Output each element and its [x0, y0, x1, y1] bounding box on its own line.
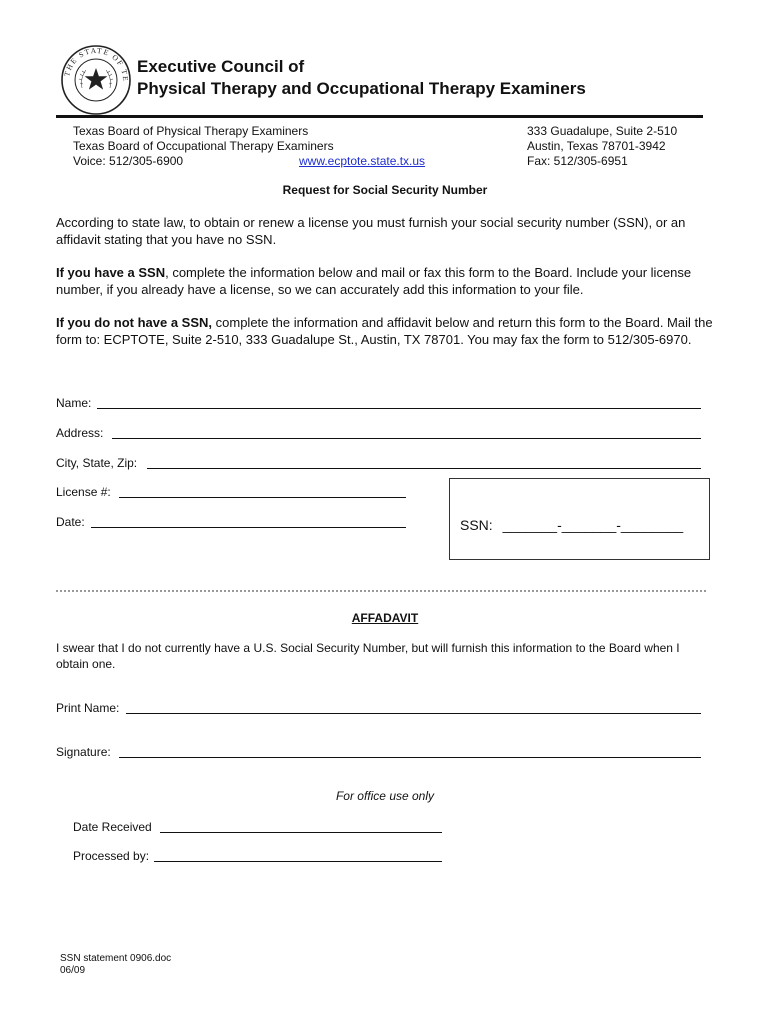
no-ssn-paragraph	[56, 314, 716, 348]
date-label: Date:	[56, 515, 85, 529]
have-ssn-heading: If you have a SSN	[56, 265, 166, 280]
texas-seal-logo	[60, 44, 132, 116]
processed-by-label: Processed by:	[73, 849, 150, 863]
title-line-1: Executive Council of	[137, 57, 305, 76]
date-field[interactable]	[91, 527, 406, 528]
have-ssn-text: , complete the information below and mail or fax this form to the Board. Include your license number, if you already have a license, so we can accurately add this information to your file.	[56, 265, 692, 297]
license-label: License #:	[56, 485, 111, 499]
city-state-zip-label: City, State, Zip:	[56, 456, 138, 470]
city-address: Austin, Texas 78701-3942	[527, 139, 666, 153]
footer-filename: SSN statement 0906.doc	[60, 953, 172, 964]
intro-paragraph: According to state law, to obtain or renew a license you must furnish your social security number (SSN), or an affidavit stating that you have no SSN.	[56, 215, 686, 247]
seal-icon	[60, 44, 132, 116]
section-divider	[56, 590, 706, 592]
council-title	[137, 56, 586, 100]
ot-board-name: Texas Board of Occupational Therapy Examiners	[73, 139, 334, 153]
street-address: 333 Guadalupe, Suite 2-510	[527, 124, 678, 138]
date-received-field[interactable]	[160, 832, 442, 833]
fax-number: Fax: 512/305-6951	[527, 154, 628, 168]
seal-text: THE STATE OF TE	[62, 45, 131, 83]
no-ssn-text: complete the information and affidavit below and return this form to the Board. Mail the form to: ECPTOTE, Suite 2-510, 333 Guadalupe St., Austin, TX 78701. You may fax the form to 512/305-6970.	[56, 315, 713, 347]
signature-field[interactable]	[119, 757, 701, 758]
title-line-2: Physical Therapy and Occupational Therapy Examiners	[137, 79, 586, 98]
header-divider	[56, 115, 703, 118]
affidavit-title-row	[0, 611, 770, 625]
print-name-field[interactable]	[126, 713, 701, 714]
voice-row	[73, 154, 513, 169]
footer-date: 06/09	[60, 965, 86, 976]
contact-left	[73, 124, 513, 169]
no-ssn-heading: If you do not have a SSN,	[56, 315, 213, 330]
ssn-label: SSN:	[460, 517, 493, 533]
voice-number: Voice: 512/305-6900	[73, 154, 184, 168]
affidavit-title: AFFADAVIT	[351, 611, 419, 625]
name-label: Name:	[56, 396, 92, 410]
name-field[interactable]	[97, 408, 701, 409]
ssn-blanks[interactable]: _______-_______-________	[502, 517, 684, 533]
office-use-title: For office use only	[335, 789, 435, 803]
address-field[interactable]	[112, 438, 701, 439]
affidavit-statement: I swear that I do not currently have a U.S. Social Security Number, but will furnish this information to the Board when I obtain one.	[56, 641, 680, 671]
print-name-label: Print Name:	[56, 701, 120, 715]
have-ssn-paragraph	[56, 264, 716, 298]
pt-board-name: Texas Board of Physical Therapy Examiners	[73, 124, 309, 138]
document-footer	[60, 953, 171, 977]
website-link[interactable]: www.ecptote.state.tx.us	[299, 154, 426, 168]
city-state-zip-field[interactable]	[147, 468, 701, 469]
signature-label: Signature:	[56, 745, 111, 759]
request-title: Request for Social Security Number	[282, 183, 488, 197]
contact-right	[527, 124, 677, 169]
processed-by-field[interactable]	[154, 861, 442, 862]
license-field[interactable]	[119, 497, 406, 498]
address-label: Address:	[56, 426, 104, 440]
ssn-entry[interactable]	[460, 517, 683, 533]
date-received-label: Date Received	[73, 820, 152, 834]
